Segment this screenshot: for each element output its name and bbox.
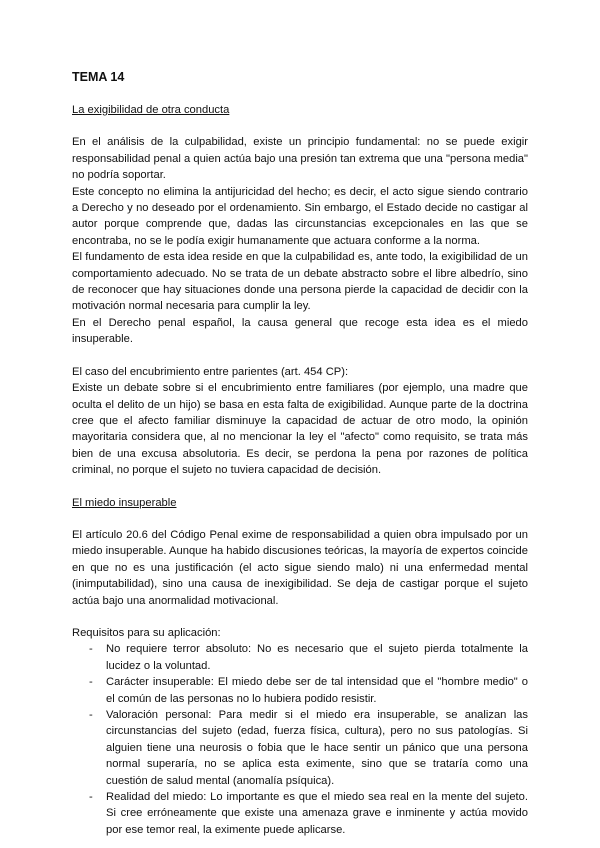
spacer (72, 348, 528, 364)
paragraph: El fundamento de esta idea reside en que la culpabilidad es, ante todo, la exigibilidad de un comportamiento adecuado. No se trata de un debate abstracto sobre el libre albedrío, sino de reconocer que hay situaciones donde una persona pierde la capacidad de decidir con la motivación normal necesaria para cumplir la ley. (72, 251, 528, 313)
paragraph: Existe un debate sobre si el encubrimiento entre familiares (por ejemplo, una madre que oculta el delito de un hijo) se basa en esta falta de exigibilidad. Aunque parte de la doctrina cree que el afecto familiar disminuye la capacidad de actuar de otro modo, la opinión mayoritaria considera que, al no mencionar la ley el "afecto" como requisito, se trata más bien de una excusa absolutoria. Es decir, se perdona la pena por razones de política criminal, no porque el sujeto no tuviera capacidad de decisión. (72, 382, 528, 477)
dash-bullet-icon: - (89, 676, 93, 689)
encubrimiento-intro: El caso del encubrimiento entre parientes (art. 454 CP): (72, 365, 349, 378)
document-page (72, 68, 528, 838)
page-title: TEMA 14 (72, 70, 125, 84)
section-heading-exigibilidad: La exigibilidad de otra conducta (72, 104, 230, 116)
dash-bullet-icon: - (89, 791, 93, 804)
requisites-list (72, 641, 528, 838)
list-item (89, 674, 528, 707)
dash-bullet-icon: - (89, 709, 93, 721)
paragraph: El artículo 20.6 del Código Penal exime de responsabilidad a quien obra impulsado por un miedo insuperable. Aunque ha habido discusiones teóricas, la mayoría de expertos coincide en que no es una justificación (el acto sigue siendo malo) ni una enfermedad mental (inimputabilidad), sino una causa de inexigibilidad. Se deja de castigar porque el sujeto actúa bajo una anormalidad motivacional. (72, 528, 528, 607)
list-item-text: Valoración personal: Para medir si el miedo era insuperable, se analizan las circunstancias del sujeto (edad, fuerza física, cultura), pero no sus patologías. Si alguien tiene una neurosis o fobia que le hace sentir un pánico que una persona normal superaría, no se aplica esta eximente, sino que se trataría como una cuestión de salud mental (anomalía psíquica). (106, 709, 528, 787)
list-item (89, 707, 528, 789)
section-heading-miedo-insuperable: El miedo insuperable (72, 496, 177, 509)
paragraph: En el Derecho penal español, la causa general que recoge esta idea es el miedo insuperable. (72, 316, 528, 346)
spacer (72, 479, 528, 495)
list-item-text: Realidad del miedo: Lo importante es que el miedo sea real en la mente del sujeto. Si cree erróneamente que existe una amenaza grave e inminente y actúa movido por ese temor real, la eximente puede aplicarse. (106, 791, 528, 836)
dash-bullet-icon: - (89, 643, 93, 656)
paragraph: En el análisis de la culpabilidad, existe un principio fundamental: no se puede exigir responsabilidad penal a quien actúa bajo una presión tan extrema que una "persona media" no podría soportar. (72, 136, 528, 182)
requisites-intro: Requisitos para su aplicación: (72, 626, 221, 639)
paragraph: Este concepto no elimina la antijuricidad del hecho; es decir, el acto sigue siendo contrario a Derecho y no deseado por el ordenamiento. Sin embargo, el Estado decide no castigar al autor porque comprende que, dadas las circunstancias excepcionales en las que se encontraba, no se le podía exigir humanamente que actuara conforme a la norma. (72, 185, 528, 247)
spacer (72, 609, 528, 625)
list-item (89, 641, 528, 674)
list-item-text: Carácter insuperable: El miedo debe ser de tal intensidad que el "hombre medio" o el común de las personas no lo hubiera podido resistir. (106, 676, 528, 705)
list-item-text: No requiere terror absoluto: No es necesario que el sujeto pierda totalmente la lucidez o la voluntad. (106, 643, 528, 672)
list-item (89, 789, 528, 838)
